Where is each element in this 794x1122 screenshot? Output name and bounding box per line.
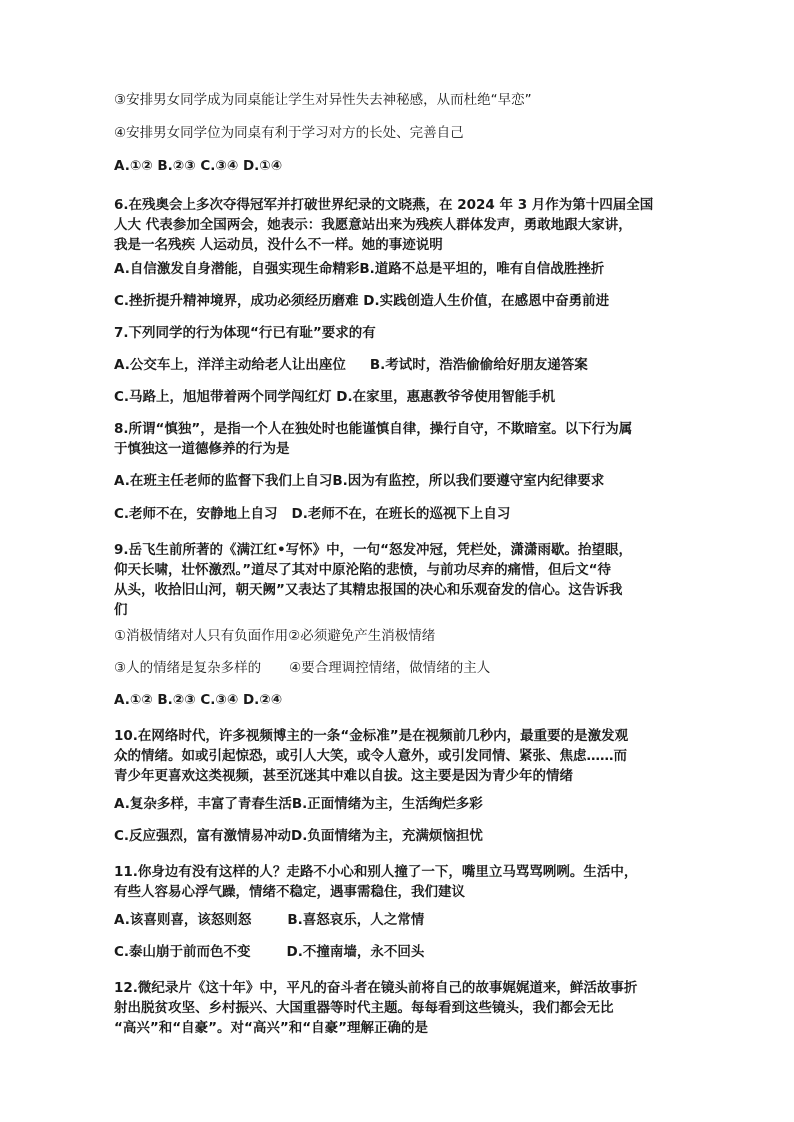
q6-stem-line-1: 6.在残奥会上多次夺得冠军并打破世界纪录的文晓燕，在 2024 年 3 月作为第十四届全国 (114, 197, 654, 213)
q8-option-c-text: C.老师不在，安静地上自习 (114, 506, 278, 522)
q5-options: A.①② B.②③ C.③④ D.①④ (114, 158, 283, 174)
q9-statement-4: ④要合理调控情绪，做情绪的主人 (289, 660, 491, 676)
q10-stem-line-1: 10.在网络时代，许多视频博主的一条“金标准”是在视频前几秒内，最重要的是激发观 (114, 728, 629, 744)
q11-stem-line-1: 11.你身边有没有这样的人？走路不小心和别人撞了一下，嘴里立马骂骂咧咧。生活中， (114, 864, 638, 880)
q11-stem-line-2: 有些人容易心浮气躁，情绪不稳定，遇事需稳住，我们建议 (114, 884, 465, 900)
q8-stem-line-1: 8.所谓“慎独”，是指一个人在独处时也能谨慎自律，操行自守，不欺暗室。以下行为属 (114, 421, 633, 437)
q11-option-b-text: B.喜怒哀乐，人之常情 (287, 912, 425, 928)
q9-statements-1-2: ①消极情绪对人只有负面作用②必须避免产生消极情绪 (114, 628, 436, 644)
q9-statements-3-4-row (114, 657, 680, 680)
q7-options-cd: C.马路上，旭旭带着两个同学闯红灯 D.在家里，惠惠教爷爷使用智能手机 (114, 389, 556, 405)
q7-option-b-text: B.考试时，浩浩偷偷给好朋友递答案 (369, 357, 588, 373)
q6-stem-line-2: 人大 代表参加全国两会，她表示：我愿意站出来为残疾人群体发声，勇敢地跟大家讲， (114, 217, 632, 233)
q9-stem-line-2: 仰天长啸，壮怀激烈。”道尽了其对中原沦陷的悲愤，与前功尽弃的痛惜，但后文“待 (114, 562, 611, 578)
q11-option-c-text: C.泰山崩于前而色不变 (114, 944, 251, 960)
q10-options-ab: A.复杂多样，丰富了青春生活B.正面情绪为主，生活绚烂多彩 (114, 796, 483, 812)
q10-stem-line-3: 青少年更喜欢这类视频，甚至沉迷其中难以自拔。这主要是因为青少年的情绪 (114, 768, 573, 784)
q10-stem-line-2: 众的情绪。如或引起惊恐，或引人大笑，或令人意外，或引发同情、紧张、焦虑……而 (114, 748, 627, 764)
q9-statement-3: ③人的情绪是复杂多样的 (114, 660, 262, 676)
q7-option-a (114, 354, 680, 377)
q8-options-cd-row (114, 503, 680, 526)
q10-options-cd: C.反应强烈，富有激情易冲动D.负面情绪为主，充满烦恼担忧 (114, 828, 483, 844)
q8-options-ab: A.在班主任老师的监督下我们上自习B.因为有监控，所以我们要遵守室内纪律要求 (114, 473, 605, 489)
q6-options-cd: C.挫折提升精神境界，成功必须经历磨难 D.实践创造人生价值，在感恩中奋勇前进 (114, 293, 610, 309)
q7-stem: 7.下列同学的行为体现“行已有耻”要求的有 (114, 325, 376, 341)
q8-stem-line-2: 于慎独这一道德修养的行为是 (114, 441, 290, 457)
q9-stem-line-1: 9.岳飞生前所著的《满江红•写怀》中，一句“怒发冲冠，凭栏处，潇潇雨歇。抬望眼， (114, 542, 633, 558)
q9-options: A.①② B.②③ C.③④ D.②④ (114, 692, 283, 708)
q9-stem-line-3: 从头，收拾旧山河，朝天阙”又表达了其精忠报国的决心和乐观奋发的信心。这告诉我 (114, 582, 623, 598)
q11-option-a-text: A.该喜则喜，该怒则怒 (114, 912, 252, 928)
q11-option-d-text: D.不撞南墙，永不回头 (286, 944, 425, 960)
q12-stem-line-2: 射出脱贫攻坚、乡村振兴、大国重器等时代主题。每每看到这些镜头，我们都会无比 (114, 1000, 614, 1016)
q11-options-cd-row (114, 941, 680, 964)
q5-statement-3: ③安排男女同学成为同桌能让学生对异性失去神秘感，从而杜绝“早恋” (114, 92, 532, 108)
q9-stem-line-4: 们 (114, 602, 128, 618)
q5-statement-4: ④安排男女同学位为同桌有利于学习对方的长处、完善自己 (114, 125, 464, 141)
q6-options-ab: A.自信激发自身潜能，自强实现生命精彩B.道路不总是平坦的，唯有自信战胜挫折 (114, 261, 605, 277)
q8-option-d-text: D.老师不在，在班长的巡视下上自习 (291, 506, 511, 522)
q11-options-ab-row (114, 909, 680, 932)
q6-stem-line-3: 我是一名残疾 人运动员，没什么不一样。她的事迹说明 (114, 237, 443, 253)
q12-stem-line-3: “高兴”和“自豪”。对“高兴”和“自豪”理解正确的是 (114, 1020, 428, 1036)
q12-stem-line-1: 12.微纪录片《这十年》中，平凡的奋斗者在镜头前将自己的故事娓娓道来，鲜活故事折 (114, 980, 638, 996)
q7-option-a-text: A.公交车上，洋洋主动给老人让出座位 (114, 357, 346, 373)
